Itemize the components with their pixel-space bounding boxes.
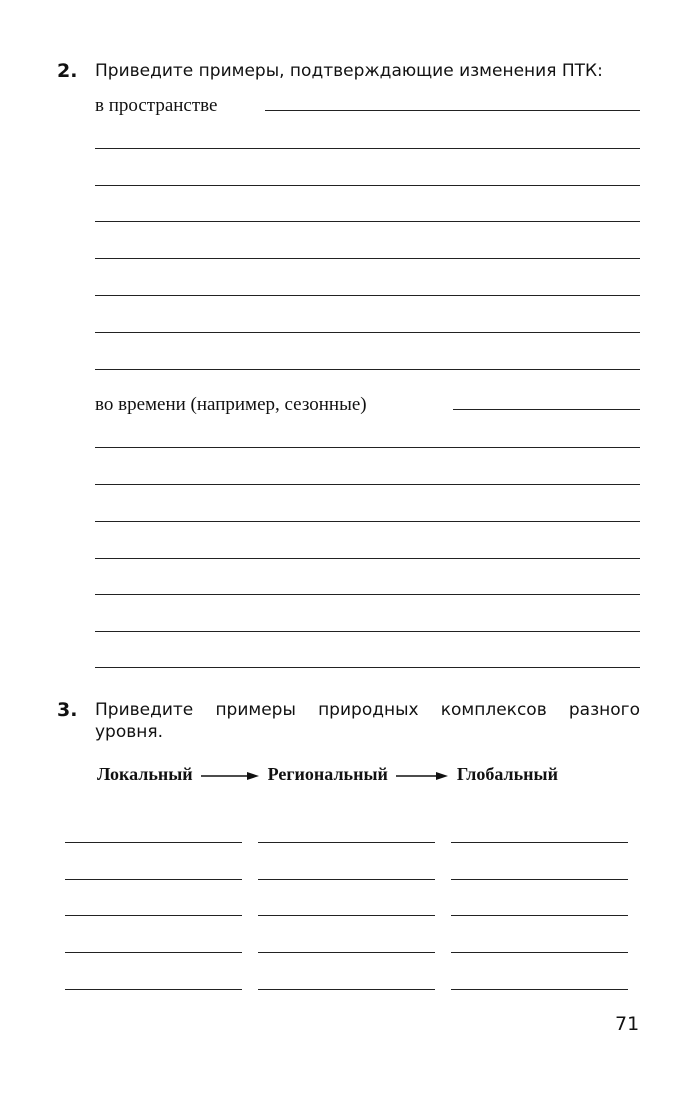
answer-line-space-1[interactable] [265, 110, 640, 111]
answer-line-time-5[interactable] [95, 558, 640, 559]
answer-line-regional-5[interactable] [258, 989, 435, 990]
answer-line-space-8[interactable] [95, 369, 640, 370]
arrow-right-icon [396, 771, 448, 781]
task-2-prompt: Приведите примеры, подтверждающие изменения ПТК: [95, 61, 603, 81]
answer-line-global-4[interactable] [451, 952, 628, 953]
task-2-number: 2. [57, 60, 78, 82]
level-global: Глобальный [456, 764, 558, 784]
answer-line-global-1[interactable] [451, 842, 628, 843]
time-label: во времени (например, сезонные) [95, 394, 367, 415]
answer-line-space-3[interactable] [95, 185, 640, 186]
task-3-prompt-line-1: Приведите примеры природных комплексов разного [95, 700, 640, 720]
answer-line-global-3[interactable] [451, 915, 628, 916]
answer-line-local-5[interactable] [65, 989, 242, 990]
answer-line-time-7[interactable] [95, 631, 640, 632]
arrow-right-icon [201, 771, 259, 781]
answer-line-regional-4[interactable] [258, 952, 435, 953]
answer-line-space-4[interactable] [95, 221, 640, 222]
answer-line-regional-3[interactable] [258, 915, 435, 916]
answer-line-local-3[interactable] [65, 915, 242, 916]
answer-line-time-6[interactable] [95, 594, 640, 595]
task-3-number: 3. [57, 699, 78, 721]
task-3-prompt-line-2: уровня. [95, 722, 164, 742]
level-regional: Региональный [267, 764, 388, 784]
answer-line-space-7[interactable] [95, 332, 640, 333]
answer-line-time-8[interactable] [95, 667, 640, 668]
answer-line-time-4[interactable] [95, 521, 640, 522]
answer-line-regional-2[interactable] [258, 879, 435, 880]
answer-line-space-6[interactable] [95, 295, 640, 296]
answer-line-space-5[interactable] [95, 258, 640, 259]
answer-line-global-5[interactable] [451, 989, 628, 990]
level-chain [97, 764, 558, 785]
answer-line-time-2[interactable] [95, 447, 640, 448]
answer-line-local-1[interactable] [65, 842, 242, 843]
answer-line-local-2[interactable] [65, 879, 242, 880]
level-local: Локальный [97, 764, 193, 784]
answer-line-regional-1[interactable] [258, 842, 435, 843]
answer-line-space-2[interactable] [95, 148, 640, 149]
answer-line-local-4[interactable] [65, 952, 242, 953]
page-number: 71 [615, 1013, 640, 1035]
answer-line-time-3[interactable] [95, 484, 640, 485]
answer-line-global-2[interactable] [451, 879, 628, 880]
space-label: в пространстве [95, 95, 218, 116]
answer-line-time-1[interactable] [453, 409, 640, 410]
